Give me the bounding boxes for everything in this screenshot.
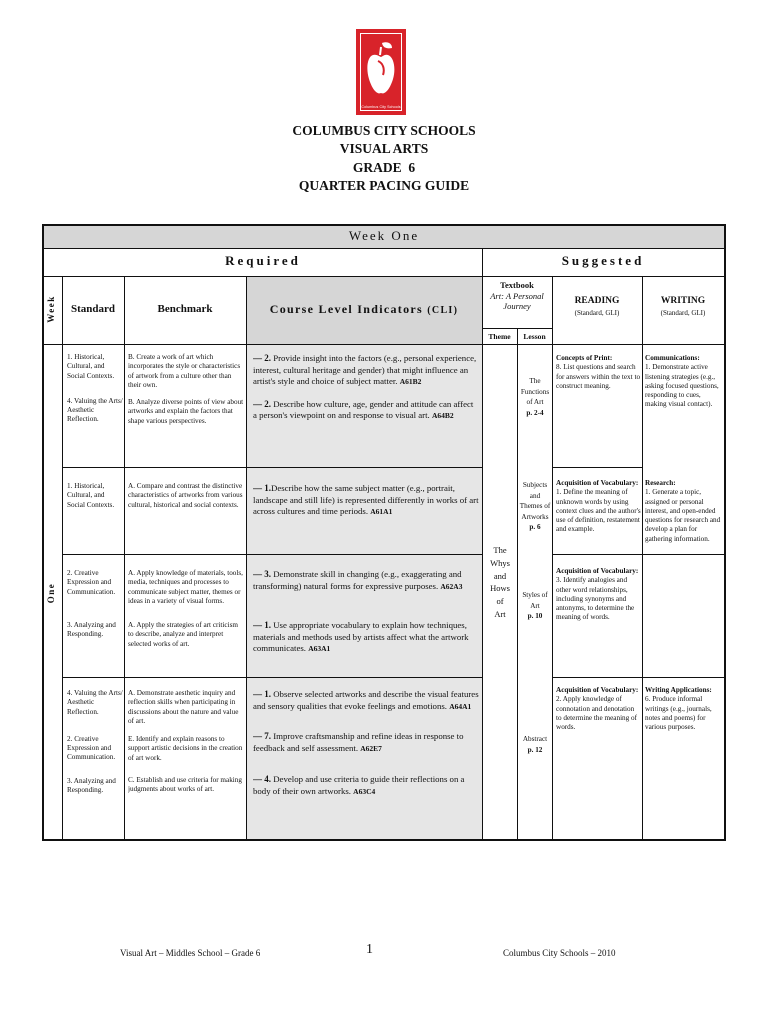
document-title xyxy=(0,122,768,196)
rule xyxy=(62,467,482,468)
cli-code: A62E7 xyxy=(360,743,382,753)
cli-text: Describe how culture, age, gender and attitude can affect a person's viewpoint on and response to visual art. xyxy=(253,398,474,421)
suggested-label: Suggested xyxy=(561,253,645,268)
apple-icon xyxy=(365,39,397,99)
lesson-page: p. 10 xyxy=(527,612,543,620)
cli-item xyxy=(253,774,479,797)
cli-cell xyxy=(253,689,479,798)
writing-title: Research: xyxy=(645,479,676,487)
week-banner: Week One xyxy=(348,228,420,243)
required-label: Required xyxy=(225,253,301,268)
writing-text: 1. Generate a topic, assigned or personal interest, and open-ended questions for research and develop a plan for gathering information. xyxy=(645,488,721,543)
benchmark-item: B. Create a work of art which incorporates the style or characteristics of artwork from a culture other than their own. xyxy=(128,353,241,389)
writing-text: 6. Produce informal writings (e.g., journals, notes and poems) for various purposes. xyxy=(645,695,712,732)
cli-header-suffix: (CLI) xyxy=(427,305,459,316)
standard-cell xyxy=(67,689,123,795)
rule xyxy=(44,344,724,345)
title-line-1: COLUMBUS CITY SCHOOLS xyxy=(292,123,476,138)
rule xyxy=(44,248,724,249)
cli-text: Use appropriate vocabulary to explain how techniques, materials and methods used by artists affect what the artwork communicates. xyxy=(253,620,469,654)
lesson-title: Abstract xyxy=(522,735,548,743)
lesson-cell xyxy=(518,480,552,533)
benchmark-item: A. Demonstrate aesthetic inquiry and reflection skills when participating in discussions about the nature and value of art. xyxy=(128,689,239,725)
cli-number: — 1. xyxy=(253,689,271,699)
standard-item: 4. Valuing the Arts/ Aesthetic Reflection. xyxy=(67,689,123,716)
cli-code: A62A3 xyxy=(440,581,463,591)
rule xyxy=(552,677,724,678)
reading-cell xyxy=(556,686,641,732)
lesson-title: The Functions of Art xyxy=(520,377,550,406)
cli-cell xyxy=(253,353,479,422)
cli-code: A63A1 xyxy=(308,644,331,654)
reading-text: 1. Define the meaning of unknown words by using context clues and the author's use of definition, restatement and example. xyxy=(556,488,641,534)
benchmark-item: A. Compare and contrast the distinctive characteristics of artworks from various cultural, historical and social contexts. xyxy=(128,482,243,509)
standard-item: 3. Analyzing and Responding. xyxy=(67,620,116,639)
standard-item: 2. Creative Expression and Communication. xyxy=(67,569,116,596)
cli-item xyxy=(253,569,479,592)
standard-cell xyxy=(67,482,123,510)
rule xyxy=(62,276,63,839)
reading-cell xyxy=(556,479,641,535)
lesson-title: Subjects and Themes of Artworks xyxy=(519,481,551,521)
reading-sub: (Standard, GLI) xyxy=(574,309,620,317)
district-logo xyxy=(356,29,406,115)
lesson-header: Lesson xyxy=(523,332,546,341)
benchmark-cell xyxy=(128,482,244,510)
rule xyxy=(552,554,724,555)
rule xyxy=(44,276,724,277)
cli-item xyxy=(253,353,479,388)
benchmark-cell xyxy=(128,353,244,426)
footer-page-number: 1 xyxy=(366,942,373,957)
reading-header xyxy=(552,296,642,317)
standard-cell xyxy=(67,353,123,425)
cli-number: — 1. xyxy=(253,483,271,493)
cli-number: — 1. xyxy=(253,620,271,631)
writing-cell xyxy=(645,686,723,732)
writing-title: Writing Applications: xyxy=(645,686,712,694)
cli-cell xyxy=(253,483,479,518)
reading-title: Acquisition of Vocabulary: xyxy=(556,686,639,694)
benchmark-cell xyxy=(128,569,244,649)
benchmark-item: C. Establish and use criteria for making judgments about works of art. xyxy=(128,776,242,794)
standard-item: 1. Historical, Cultural, and Social Contexts. xyxy=(67,482,115,509)
reading-title: Acquisition of Vocabulary: xyxy=(556,479,639,487)
benchmark-item: E. Identify and explain reasons to support artistic decisions in the creation of art work. xyxy=(128,735,243,762)
rule xyxy=(552,276,553,839)
theme-cell: The Whys and Hows of Art xyxy=(490,545,510,619)
writing-sub: (Standard, GLI) xyxy=(660,309,706,317)
title-line-4: QUARTER PACING GUIDE xyxy=(298,178,470,194)
reading-cell xyxy=(556,354,641,391)
writing-cell xyxy=(645,479,723,544)
side-one-label: One xyxy=(46,582,56,604)
side-week-label: Week xyxy=(46,295,56,323)
cli-text: Develop and use criteria to guide their reflections on a body of their own artworks. xyxy=(253,774,465,796)
cli-header xyxy=(246,302,482,317)
reading-text: 2. Apply knowledge of connotation and denotation to determine the meaning of words. xyxy=(556,695,638,732)
footer-left: Visual Art – Middles School – Grade 6 xyxy=(120,948,261,958)
rule xyxy=(62,554,482,555)
cli-cell xyxy=(253,569,479,655)
standard-item: 4. Valuing the Arts/ Aesthetic Reflection. xyxy=(67,396,123,424)
theme-header: Theme xyxy=(488,332,511,341)
writing-cell xyxy=(645,354,723,410)
benchmark-item: A. Apply the strategies of art criticism to describe, analyze and interpret selected works of art. xyxy=(128,621,238,648)
cli-code: A64A1 xyxy=(449,701,472,711)
textbook-title: Art: A Personal Journey xyxy=(490,290,544,311)
lesson-cell xyxy=(518,376,552,418)
cli-text: Demonstrate skill in changing (e.g., exaggerating and transforming) natural forms for expressive purposes. xyxy=(253,569,462,591)
benchmark-cell xyxy=(128,689,244,795)
standard-header: Standard xyxy=(70,303,116,315)
reading-title: Concepts of Print: xyxy=(556,354,613,362)
lesson-cell xyxy=(518,590,552,622)
writing-title: Communications: xyxy=(645,354,700,362)
cli-code: A64B2 xyxy=(431,411,454,421)
lesson-page: p. 2-4 xyxy=(526,408,544,417)
rule xyxy=(642,276,643,839)
lesson-title: Styles of Art xyxy=(522,591,548,610)
cli-number: — 7. xyxy=(253,731,271,742)
cli-text: Provide insight into the factors (e.g., personal experience, interest, cultural heritage and gender) that might influence an artist's style and choice of subject matter. xyxy=(253,353,477,387)
writing-text: 1. Demonstrate active listening strategies (e.g., asking focused questions, responding to cues, making visual contact). xyxy=(645,363,719,409)
rule xyxy=(246,276,247,839)
reading-label: READING xyxy=(574,296,620,306)
cli-item xyxy=(253,399,479,422)
cli-number: — 3. xyxy=(253,569,271,579)
reading-text: 8. List questions and search for answers within the text to construct meaning. xyxy=(556,363,641,390)
writing-header xyxy=(642,296,724,317)
cli-code: A63C4 xyxy=(353,786,376,796)
textbook-label: Textbook xyxy=(500,280,534,290)
benchmark-header: Benchmark xyxy=(157,303,213,315)
cli-item xyxy=(253,483,479,518)
cli-code: A61A1 xyxy=(370,507,393,517)
cli-number: — 4. xyxy=(253,774,271,785)
title-line-2: VISUAL ARTS xyxy=(339,141,429,157)
textbook-header xyxy=(482,280,552,312)
lesson-cell xyxy=(518,734,552,755)
standard-item: 2. Creative Expression and Communication. xyxy=(67,734,116,762)
reading-text: 3. Identify analogies and other word relationships, including synonyms and antonyms, to determine the meaning of words. xyxy=(556,576,635,622)
title-line-3: GRADE 6 xyxy=(352,159,416,175)
cli-number: — 2. xyxy=(253,353,271,363)
logo-text: Columbus City Schools xyxy=(361,105,401,109)
lesson-page: p. 12 xyxy=(527,745,543,754)
cli-text: Observe selected artworks and describe the visual features and sensory qualities that evoke feelings and emotions. xyxy=(253,689,479,711)
cli-text: Improve craftsmanship and refine ideas in response to feedback and self assessment. xyxy=(253,731,464,753)
cli-text: Describe how the same subject matter (e.g., portrait, landscape and still life) is represented differently in works of art across cultures and time periods. xyxy=(253,483,479,517)
cli-code: A61B2 xyxy=(399,377,422,387)
writing-label: WRITING xyxy=(660,296,706,306)
cli-number: — 2. xyxy=(253,398,271,409)
standard-cell xyxy=(67,569,123,639)
standard-item: 3. Analyzing and Responding. xyxy=(67,776,116,795)
benchmark-item: B. Analyze diverse points of view about artworks and explain the factors that shape various perspectives. xyxy=(128,398,244,425)
footer-right: Columbus City Schools – 2010 xyxy=(503,948,616,958)
reading-cell xyxy=(556,567,641,623)
cli-item xyxy=(253,731,479,754)
rule xyxy=(552,467,642,468)
cli-item xyxy=(253,689,479,712)
rule xyxy=(62,677,482,678)
pacing-table xyxy=(42,224,726,841)
reading-title: Acquisition of Vocabulary: xyxy=(556,567,639,575)
standard-item: 1. Historical, Cultural, and Social Contexts. xyxy=(67,353,115,380)
cli-header-text: Course Level Indicators xyxy=(269,302,423,316)
lesson-page: p. 6 xyxy=(529,523,541,531)
cli-item xyxy=(253,620,479,655)
benchmark-item: A. Apply knowledge of materials, tools, media, techniques and processes to communicate subject matter, themes or ideas in a variety of visual forms. xyxy=(128,569,243,605)
rule xyxy=(124,276,125,839)
